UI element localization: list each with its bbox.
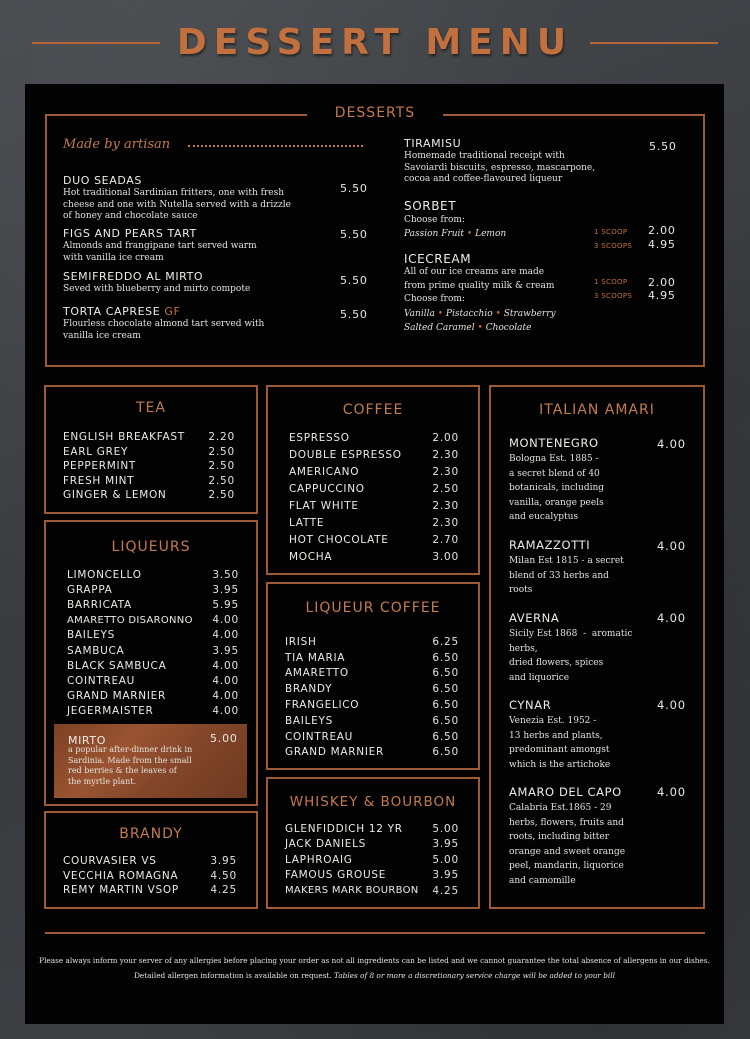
- scoop-price: 2.00: [648, 276, 676, 289]
- item-price: 4.25: [210, 884, 237, 897]
- item-name: LATTE: [289, 516, 325, 529]
- dessert-item: [63, 305, 363, 342]
- item-name: LIMONCELLO: [67, 568, 142, 581]
- list-item: [289, 463, 459, 480]
- whiskey-section: [266, 777, 480, 909]
- gluten-free-badge: GF: [164, 305, 181, 318]
- item-name: REMY MARTIN VSOP: [63, 884, 179, 897]
- featured-desc: [68, 745, 218, 787]
- item-desc: Savoiardi biscuits, espresso, mascarpone,: [404, 162, 596, 173]
- item-name: IRISH: [285, 635, 317, 648]
- item-name: MOCHA: [289, 550, 333, 563]
- item-desc: and liquorice: [509, 672, 570, 683]
- item-name: BLACK SAMBUCA: [67, 659, 167, 672]
- item-name: JEGERMAISTER: [67, 705, 154, 718]
- item-price: 6.50: [432, 714, 459, 727]
- scoop-label: 1 SCOOP: [594, 278, 628, 286]
- item-name: GLENFIDDICH 12 YR: [285, 822, 403, 835]
- item-desc: vanilla ice cream: [63, 330, 141, 341]
- list-item: [285, 729, 459, 745]
- item-price: 4.00: [657, 437, 686, 451]
- item-price: 4.00: [212, 705, 239, 718]
- item-name: COURVASIER VS: [63, 855, 157, 868]
- flavour-list: [404, 227, 624, 241]
- list-item: [67, 628, 239, 643]
- item-name: DOUBLE ESPRESSO: [289, 448, 402, 461]
- allergen-info: Detailed allergen information is available on request.: [134, 971, 332, 980]
- item-price: 3.50: [212, 568, 239, 581]
- item-price: 2.20: [208, 431, 235, 444]
- list-item: [289, 497, 459, 514]
- list-item: [67, 704, 239, 719]
- item-desc: cocoa and coffee-flavoured liqueur: [404, 174, 563, 184]
- item-desc: botanicals, including: [509, 483, 605, 493]
- item-name: VECCHIA ROMAGNA: [63, 869, 179, 882]
- item-name: FRESH MINT: [63, 474, 135, 487]
- list-item: [67, 643, 239, 658]
- item-desc: a secret blend of 40: [509, 468, 600, 479]
- scoop-label: 1 SCOOP: [594, 228, 628, 236]
- list-item: [67, 582, 239, 597]
- section-title: LIQUEUR COFFEE: [305, 600, 441, 616]
- section-title: BRANDY: [119, 826, 183, 842]
- dessert-item-tiramisu: [404, 137, 624, 186]
- scoop-price: 4.95: [648, 289, 676, 302]
- item-price: 5.50: [340, 308, 368, 321]
- item-price: 3.95: [212, 583, 239, 596]
- item-price: 6.50: [432, 746, 459, 759]
- item-name: AMARETTO DISARONNO: [67, 614, 193, 626]
- title-bar: [0, 22, 750, 72]
- item-name: GINGER & LEMON: [63, 489, 167, 502]
- footer-divider: [45, 932, 705, 934]
- item-price: 6.50: [432, 730, 459, 743]
- item-desc: Calabria Est.1865 - 29: [509, 803, 612, 813]
- list-item: [63, 854, 237, 869]
- list-item: [285, 883, 459, 899]
- item-name: BAILEYS: [67, 629, 115, 642]
- choose-label: Choose from:: [404, 215, 465, 225]
- separator-dot: •: [495, 308, 501, 319]
- item-desc: a popular after-dinner drink in: [68, 745, 193, 754]
- desserts-frame-top-right: [443, 114, 705, 116]
- section-title: WHISKEY & BOURBON: [289, 794, 457, 810]
- item-price: 2.50: [208, 474, 235, 487]
- item-price: 4.25: [432, 884, 459, 897]
- item-desc: 13 herbs and plants,: [509, 730, 603, 741]
- item-name: [63, 305, 363, 319]
- list-item: [285, 821, 459, 837]
- item-price: 6.25: [432, 635, 459, 648]
- item-name: SAMBUCA: [67, 644, 125, 657]
- item-desc: which is the artichoke: [509, 759, 611, 770]
- item-name: MONTENEGRO: [509, 436, 599, 450]
- item-desc: cheese and one with Nutella served with a drizzle: [63, 199, 291, 210]
- featured-mirto: [54, 724, 247, 798]
- list-item: [285, 634, 459, 650]
- item-name: GRAND MARNIER: [285, 746, 384, 759]
- item-price: 2.30: [432, 448, 459, 461]
- flavour: Salted Caramel: [404, 322, 475, 333]
- list-item: [285, 697, 459, 713]
- item-name-text: TORTA CAPRESE: [63, 305, 161, 318]
- dessert-item-sorbet: [404, 199, 624, 241]
- item-price: 2.50: [432, 482, 459, 495]
- flavour-list: [404, 321, 624, 335]
- list-item: [63, 430, 235, 445]
- whiskey-list: [285, 821, 459, 899]
- item-price: 2.30: [432, 499, 459, 512]
- item-name: EARL GREY: [63, 445, 129, 458]
- desserts-frame-top-left: [45, 114, 307, 116]
- item-price: 6.50: [432, 699, 459, 712]
- list-item: [289, 548, 459, 565]
- item-desc: and camomille: [509, 875, 576, 886]
- item-name: JACK DANIELS: [285, 838, 367, 851]
- service-charge-text: Tables of 8 or more a discretionary service charge will be added to your bill: [334, 971, 615, 980]
- scoop-label: 3 SCOOPS: [594, 242, 633, 250]
- separator-dot: •: [466, 229, 473, 239]
- allergy-notice: Please always inform your server of any allergies before placing your order as not all ingredients can be listed and we cannot guarantee the total absence of allergens in our dishes.: [39, 956, 710, 965]
- item-name: MAKERS MARK BOURBON: [285, 885, 419, 897]
- item-price: 3.95: [432, 838, 459, 851]
- item-price: 4.00: [657, 539, 686, 553]
- item-price: 4.00: [212, 659, 239, 672]
- item-price: 4.00: [657, 698, 686, 712]
- item-desc: red berries & the leaves of: [68, 766, 177, 775]
- list-item: [67, 658, 239, 673]
- title-divider-right: [590, 42, 718, 44]
- featured-name: MIRTO: [68, 734, 106, 747]
- item-desc: Hot traditional Sardinian fritters, one with fresh: [63, 188, 285, 198]
- amaro-item: [509, 785, 649, 888]
- item-desc: blend of 33 herbs and: [509, 570, 609, 581]
- item-desc: peel, mandarin, liquorice: [509, 861, 624, 871]
- item-name: AMERICANO: [289, 465, 360, 478]
- page-title: DESSERT MENU: [176, 22, 574, 63]
- item-desc: All of our ice creams are made: [404, 267, 545, 277]
- tea-list: [63, 430, 235, 503]
- list-item: [289, 429, 459, 446]
- item-price: 4.00: [212, 674, 239, 687]
- item-price: 2.30: [432, 465, 459, 478]
- item-name: SORBET: [404, 199, 457, 213]
- item-name: CAPPUCCINO: [289, 482, 365, 495]
- item-name: TIA MARIA: [285, 651, 346, 664]
- item-price: 6.50: [432, 683, 459, 696]
- amaro-item: [509, 611, 649, 685]
- item-price: 4.00: [657, 611, 686, 625]
- item-name: ENGLISH BREAKFAST: [63, 431, 185, 444]
- list-item: [289, 446, 459, 463]
- list-item: [285, 745, 459, 761]
- item-desc: of honey and chocolate sauce: [63, 211, 198, 221]
- list-item: [67, 613, 239, 628]
- list-item: [63, 474, 235, 489]
- dessert-item: [63, 227, 363, 264]
- list-item: [289, 480, 459, 497]
- item-price: 4.00: [212, 629, 239, 642]
- item-name: COINTREAU: [285, 730, 354, 743]
- item-price: 2.30: [432, 516, 459, 529]
- brandy-section: [44, 811, 258, 909]
- artisan-tagline: Made by artisan: [63, 137, 171, 152]
- liqueur-coffee-section: [266, 582, 480, 770]
- dessert-item: [63, 174, 363, 223]
- section-title: TEA: [136, 400, 166, 416]
- item-desc: vanilla, orange peels: [509, 497, 604, 508]
- item-desc: herbs,: [509, 643, 538, 654]
- item-name: AVERNA: [509, 611, 560, 625]
- section-title: LIQUEURS: [111, 539, 191, 555]
- item-price: 2.50: [208, 445, 235, 458]
- list-item: [289, 514, 459, 531]
- item-desc: Venezia Est. 1952 -: [509, 716, 597, 726]
- list-item: [63, 488, 235, 503]
- item-name: SEMIFREDDO AL MIRTO: [63, 270, 204, 283]
- item-name: GRAPPA: [67, 583, 113, 596]
- item-price: 5.50: [340, 228, 368, 241]
- list-item: [285, 837, 459, 853]
- tea-section: [44, 385, 258, 514]
- section-title: ITALIAN AMARI: [539, 402, 655, 418]
- dessert-item: [63, 270, 363, 296]
- list-item: [285, 852, 459, 868]
- item-price: 2.50: [208, 489, 235, 502]
- item-price: 4.00: [212, 614, 239, 627]
- item-name: FRANGELICO: [285, 699, 360, 712]
- list-item: [285, 666, 459, 682]
- italian-amari-section: [489, 385, 705, 909]
- item-price: 2.50: [208, 460, 235, 473]
- item-desc: dried flowers, spices: [509, 658, 604, 668]
- list-item: [67, 673, 239, 688]
- item-price: 5.50: [649, 140, 677, 153]
- item-name: FLAT WHITE: [289, 499, 359, 512]
- item-name: BARRICATA: [67, 598, 132, 611]
- item-name: LAPHROAIG: [285, 853, 353, 866]
- item-name: RAMAZZOTTI: [509, 538, 591, 552]
- item-desc: predominant amongst: [509, 745, 610, 755]
- item-desc: Flourless chocolate almond tart served with: [63, 319, 265, 329]
- flavour: Lemon: [475, 229, 507, 239]
- item-price: 2.70: [432, 533, 459, 546]
- item-name: HOT CHOCOLATE: [289, 533, 389, 546]
- item-name: FIGS AND PEARS TART: [63, 227, 197, 240]
- coffee-list: [289, 429, 459, 565]
- item-name: CYNAR: [509, 698, 552, 712]
- choose-label: Choose from:: [404, 294, 465, 304]
- item-price: 6.50: [432, 667, 459, 680]
- flavour: Passion Fruit: [404, 229, 465, 239]
- item-price: 5.95: [212, 598, 239, 611]
- item-name: ESPRESSO: [289, 431, 350, 444]
- list-item: [63, 883, 237, 898]
- item-desc: herbs, flowers, fruits and: [509, 817, 624, 828]
- item-price: 3.95: [432, 869, 459, 882]
- flavour: Pistacchio: [445, 308, 493, 319]
- item-desc: Seved with blueberry and mirto compote: [63, 284, 251, 294]
- coffee-section: [266, 385, 480, 575]
- item-desc: Sicily Est 1868 - aromatic: [509, 629, 633, 639]
- separator-dot: •: [477, 322, 483, 333]
- item-desc: Milan Est 1815 - a secret: [509, 556, 624, 566]
- item-name: BAILEYS: [285, 714, 333, 727]
- liqueur-coffee-list: [285, 634, 459, 760]
- list-item: [63, 459, 235, 474]
- item-name: AMARETTO: [285, 667, 349, 680]
- menu-board: [25, 84, 724, 1024]
- item-price: 4.50: [210, 869, 237, 882]
- item-desc: the myrtle plant.: [68, 776, 136, 786]
- item-price: 3.00: [432, 550, 459, 563]
- item-price: 4.00: [212, 690, 239, 703]
- item-desc: and eucalyptus: [509, 512, 579, 522]
- item-price: 5.50: [340, 182, 368, 195]
- item-name: ICECREAM: [404, 252, 472, 266]
- scoop-price: 4.95: [648, 238, 676, 251]
- list-item: [285, 650, 459, 666]
- item-price: 2.00: [432, 431, 459, 444]
- item-price: 5.00: [432, 853, 459, 866]
- item-desc: from prime quality milk & cream: [404, 280, 555, 291]
- liqueurs-list: [67, 567, 239, 719]
- item-name: PEPPERMINT: [63, 460, 136, 473]
- list-item: [67, 689, 239, 704]
- item-desc: orange and sweet orange: [509, 846, 626, 857]
- list-item: [67, 597, 239, 612]
- item-name: DUO SEADAS: [63, 174, 142, 187]
- list-item: [285, 681, 459, 697]
- dotted-leader: [188, 145, 363, 147]
- item-name: COINTREAU: [67, 674, 136, 687]
- item-desc: Almonds and frangipane tart served warm: [63, 241, 257, 251]
- item-desc: Homemade traditional receipt with: [404, 151, 565, 161]
- flavour: Chocolate: [485, 322, 532, 333]
- list-item: [63, 445, 235, 460]
- amaro-item: [509, 436, 639, 525]
- item-desc: Bologna Est. 1885 -: [509, 454, 599, 464]
- item-price: 5.00: [432, 822, 459, 835]
- item-name: GRAND MARNIER: [67, 690, 166, 703]
- amaro-item: [509, 538, 639, 598]
- brandy-list: [63, 854, 237, 898]
- scoop-label: 3 SCOOPS: [594, 292, 633, 300]
- item-name: BRANDY: [285, 683, 333, 696]
- list-item: [67, 567, 239, 582]
- section-title: COFFEE: [342, 402, 404, 418]
- item-price: 6.50: [432, 651, 459, 664]
- item-price: 3.95: [212, 644, 239, 657]
- list-item: [289, 531, 459, 548]
- item-price: 4.00: [657, 785, 686, 799]
- flavour-list: [404, 307, 624, 321]
- list-item: [285, 713, 459, 729]
- item-price: 5.50: [340, 274, 368, 287]
- service-charge-notice: [25, 971, 724, 980]
- scoop-price: 2.00: [648, 224, 676, 237]
- item-desc: Sardinia. Made from the small: [68, 755, 192, 765]
- item-name: AMARO DEL CAPO: [509, 785, 622, 799]
- list-item: [285, 868, 459, 884]
- item-desc: roots, including bitter: [509, 832, 610, 842]
- separator-dot: •: [437, 308, 444, 319]
- list-item: [63, 869, 237, 884]
- item-price: 5.00: [210, 732, 238, 745]
- dessert-item-icecream: [404, 252, 624, 335]
- item-price: 3.95: [210, 855, 237, 868]
- item-desc: with vanilla ice cream: [63, 252, 164, 263]
- desserts-title: DESSERTS: [334, 105, 416, 121]
- item-name: FAMOUS GROUSE: [285, 869, 387, 882]
- item-name: TIRAMISU: [404, 137, 462, 150]
- amaro-item: [509, 698, 639, 772]
- flavour: Vanilla: [404, 308, 435, 319]
- flavour: Strawberry: [503, 308, 556, 319]
- item-desc: roots: [509, 585, 533, 595]
